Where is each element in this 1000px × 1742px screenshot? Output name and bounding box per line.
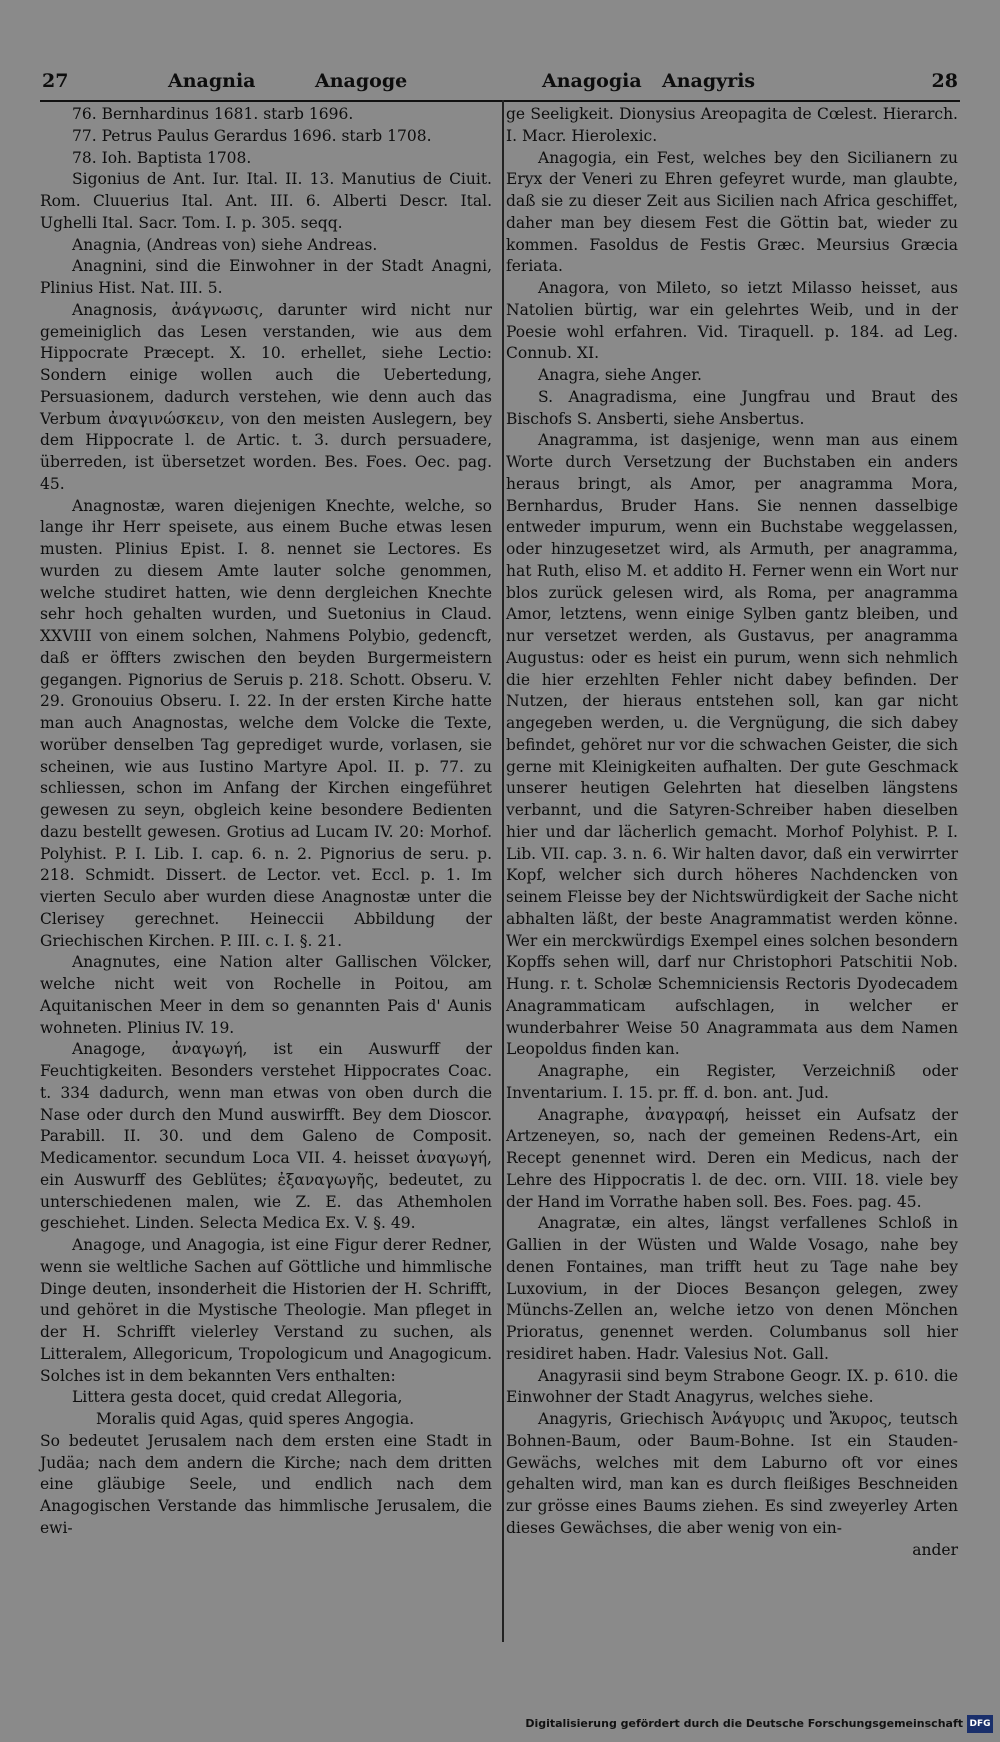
- entry-paragraph: Anagra, siehe Anger.: [538, 366, 702, 384]
- entry-paragraph: ander: [912, 1540, 958, 1559]
- entry-paragraph: Anagoge, und Anagogia, ist eine Figur derer Redner, wenn sie weltliche Sachen auf Göttliche und himmlische Dinge deuten, insonderheit die Historien der H. Schrifft, und gehöret in die Mystische Theologie. Man pfleget in der H. Schrifft vielerley Verstand zu suchen, als Litteralem, Allegoricum, Tropologicum und Anagogicum. Solches ist in dem bekannten Vers enthalten:: [40, 1236, 492, 1385]
- entry-paragraph: Anagnutes, eine Nation alter Gallischen Völcker, welche nicht weit von Rochelle in Poitou, am Aquitanischen Meer in dem so genannten Pais d' Aunis wohneten. Plinius IV. 19.: [40, 953, 492, 1037]
- entry-paragraph: Anagnosis, ἀνάγνωσις, darunter wird nicht nur gemeiniglich das Lesen verstanden, wie aus dem Hippocrate Præcept. X. 10. erhellet, siehe Lectio: Sondern einige wollen auch die Uebertedung, Persuasionem, dadurch verstehen, wie denn auch das Verbum ἀναγινώσκειν, von den meisten Auslegern, bey dem Hippocrate l. de Artic. t. 3. durch persuadere, überreden, ist übersetzet worden. Bes. Foes. Oec. pag. 45.: [40, 300, 492, 493]
- entry-paragraph: Anagyrasii sind beym Strabone Geogr. IX. p. 610. die Einwohner der Stadt Anagyrus, welches siehe.: [506, 1366, 958, 1407]
- left-catchword-1: Anagnia: [168, 70, 256, 92]
- right-page-number: 28: [931, 70, 958, 92]
- entry-paragraph: Anagnia, (Andreas von) siehe Andreas.: [72, 235, 378, 254]
- entry-paragraph: Anagyris, Griechisch Ἀνάγυρις und Ἄκυρος, teutsch Bohnen-Baum, oder Baum-Bohne. Ist ein Stauden-Gewächs, welches mit dem Laburno oft vor eines gehalten wird, man kan es durch fleißiges Beschneiden zur grösse eines Baums ziehen. Es sind zweyerley Arten dieses Gewächses, die aber wenig von ein-: [506, 1410, 958, 1537]
- right-catchword-2: Anagyris: [662, 70, 756, 92]
- entry-paragraph: 77. Petrus Paulus Gerardus 1696. starb 1708.: [72, 126, 432, 145]
- entry-paragraph: Anagraphe, ein Register, Verzeichniß oder Inventarium. I. 15. pr. ff. d. bon. ant. Jud.: [506, 1062, 958, 1102]
- entry-paragraph: Littera gesta docet, quid credat Allegoria,: [72, 1388, 403, 1407]
- right-catchword-1: Anagogia: [542, 70, 642, 92]
- dfg-logo: DFG: [967, 1715, 993, 1733]
- entry-paragraph: Anagogia, ein Fest, welches bey den Sicilianern zu Eryx der Veneri zu Ehren gefeyret wurde, man glaubte, daß sie zu dieser Zeit aus Sicilien nach Africa geschiffet, daher man bey diesem Fest die Göttin bat, wieder zu kommen. Fasoldus de Festis Græc. Meursius Græcia feriata.: [506, 148, 958, 276]
- entry-paragraph: Anagoge, ἀναγωγή, ist ein Auswurff der Feuchtigkeiten. Besonders verstehet Hippocrates Coac. t. 334 dadurch, wenn man etwas von oben durch die Nase oder durch den Mund auswirfft. Bey dem Dioscor. Parabill. II. 30. und dem Galeno de Composit. Medicamentor. secundum Loca VII. 4. heisset ἀναγωγή, ein Auswurff des Geblütes; ἐξαναγωγῆς, bedeutet, zu unterschiedenen malen, wie Z. E. das Athemholen geschiehet. Linden. Selecta Medica Ex. V. §. 49.: [40, 1040, 492, 1233]
- header-rule: [40, 100, 960, 102]
- left-page-number: 27: [42, 70, 69, 92]
- entry-paragraph: ge Seeligkeit. Dionysius Areopagita de Cœlest. Hierarch. I. Macr. Hierolexic.: [506, 105, 958, 145]
- column-divider: [502, 100, 504, 1642]
- entry-paragraph: Sigonius de Ant. Iur. Ital. II. 13. Manutius de Ciuit. Rom. Cluuerius Ital. Ant. III. 6. Alberti Descr. Ital. Ughelli Ital. Sacr. Tom. I. p. 305. seqq.: [40, 170, 492, 232]
- entry-paragraph: Anagratæ, ein altes, längst verfallenes Schloß in Gallien in der Wüsten und Walde Vosago, nahe bey denen Fontaines, man trifft heut zu Tage nahe bey Luxovium, in der Dioces Besançon gelegen, zwey Münchs-Zellen an, welche ietzo von denen Mönchen Prioratus, genennet werden. Columbanus soll hier residiret haben. Hadr. Valesius Not. Gall.: [506, 1214, 958, 1363]
- page-header: [40, 70, 960, 98]
- entry-paragraph: Anagnini, sind die Einwohner in der Stadt Anagni, Plinius Hist. Nat. III. 5.: [40, 257, 492, 297]
- footer-credit: Digitalisierung gefördert durch die Deutsche Forschungsgemeinschaft: [525, 1717, 963, 1730]
- entry-paragraph: Anagramma, ist dasjenige, wenn man aus einem Worte durch Versetzung der Buchstaben ein anders heraus bringt, als Amor, per anagramma Mora, Bernhardus, Bruder Hans. Sie nennen dasselbige entweder impurum, wenn ein Buchstabe weggelassen, oder hinzugesetzet wird, als Armuth, per anagramma, hat Ruth, eliso M. et addito H. Ferner wenn ein Wort nur blos zurück gelesen wird, als Roma, per anagramma Amor, letztens, wenn einige Sylben gantz bleiben, und nur versetzet werden, als Gustavus, per anagramma Augustus: oder es heist ein purum, wenn sich nehmlich die hier erzehlten Fehler nicht dabey befinden. Der Nutzen, der hieraus entstehen soll, kan gar nicht angegeben werden, u. die Vergnügung, die sich dabey befindet, gehöret nur vor die schwachen Geister, die sich gerne mit Kleinigkeiten aufhalten. Der gute Geschmack unserer heutigen Gelehrten hat dieselben längstens verbannt, und die Satyren-Schreiber haben dieselben hier und dar lächerlich gemacht. Morhof Polyhist. P. I. Lib. VII. cap. 3. n. 6. Wir halten davor, daß ein verwirrter Kopf, welcher sich durch höheres Nachdencken von seinem Fleisse bey der Nichtswürdigkeit der Sache nicht abhalten läßt, der beste Anagrammatist werden könne. Wer ein merckwürdigs Exempel eines solchen besondern Kopffs sehen will, darf nur Christophori Patschitii Nob. Hung. r. t. Scholæ Schemniciensis Rectoris Dyodecadem Anagrammaticam aufschlagen, in welcher er wunderbahrer Weise 50 Anagrammata aus dem Namen Leopoldus finden kan.: [506, 431, 958, 1059]
- left-column: [40, 104, 492, 1540]
- entry-paragraph: 78. Ioh. Baptista 1708.: [72, 148, 252, 167]
- entry-paragraph: Anagraphe, ἀναγραφή, heisset ein Aufsatz der Artzeneyen, so, nach der gemeinen Redens-Art, ein Recept genennet wird. Deren ein Medicus, nach der Lehre des Hippocratis l. de dec. orn. VIII. 18. viele bey der Hand im Vorrathe haben soll. Bes. Foes. pag. 45.: [506, 1105, 958, 1211]
- footer: [520, 1714, 995, 1736]
- entry-paragraph: Anagora, von Mileto, so ietzt Milasso heisset, aus Natolien bürtig, war ein gelehrtes Weib, und in der Poesie wohl erfahren. Vid. Tiraquell. p. 184. ad Leg. Connub. XI.: [506, 279, 958, 363]
- entry-paragraph: Moralis quid Agas, quid speres Angogia.: [96, 1410, 415, 1428]
- right-column: [506, 104, 958, 1561]
- entry-paragraph: 76. Bernhardinus 1681. starb 1696.: [72, 105, 354, 123]
- left-catchword-2: Anagoge: [315, 70, 408, 92]
- entry-paragraph: S. Anagradisma, eine Jungfrau und Braut des Bischofs S. Ansberti, siehe Ansbertus.: [506, 387, 958, 428]
- entry-paragraph: So bedeutet Jerusalem nach dem ersten eine Stadt in Judäa; nach dem andern die Kirche; nach dem dritten eine gläubige Seele, und endlich nach dem Anagogischen Verstande das himmlische Jerusalem, die ewi-: [40, 1431, 492, 1537]
- entry-paragraph: Anagnostæ, waren diejenigen Knechte, welche, so lange ihr Herr speisete, aus einem Buche etwas lesen musten. Plinius Epist. I. 8. nennet sie Lectores. Es wurden zu diesem Amte lauter solche genommen, welche studiret hatten, wie denn dergleichen Knechte sehr hoch gehalten wurden, und Suetonius in Claud. XXVIII von einem solchen, Nahmens Polybio, gedencft, daß er öffters zwischen den beyden Burgermeistern gegangen. Pignorius de Seruis p. 218. Schott. Obseru. V. 29. Gronouius Obseru. I. 22. In der ersten Kirche hatte man auch Anagnostas, welche dem Volcke die Texte, worüber denselben Tag geprediget wurde, vorlasen, sie scheinen, wie aus Iustino Martyre Apol. II. p. 77. zu schliessen, schon im Anfang der Kirchen eingeführet gewesen zu seyn, obgleich keine besondere Bedienten dazu bestellt gewesen. Grotius ad Lucam IV. 20: Morhof. Polyhist. P. I. Lib. I. cap. 6. n. 2. Pignorius de seru. p. 218. Schmidt. Dissert. de Lector. vet. Eccl. p. 1. Im vierten Seculo aber wurden diese Anagnostæ unter die Clerisey gerechnet. Heineccii Abbildung der Griechischen Kirchen. P. III. c. I. §. 21.: [40, 496, 492, 950]
